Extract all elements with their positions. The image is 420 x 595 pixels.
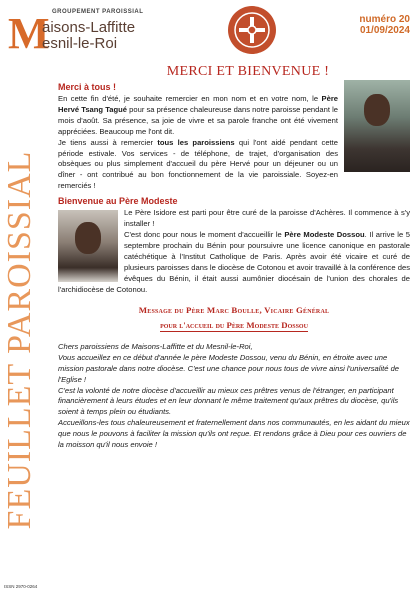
message-title: Message du Père Marc Boulle, Vicaire Général xyxy=(138,305,330,316)
section-heading-welcome: Bienvenue au Père Modeste xyxy=(58,196,178,207)
message-subtitle-wrap xyxy=(58,315,410,342)
logo-letter: M xyxy=(8,9,50,58)
issn-label: ISSN 2970-0264 xyxy=(4,584,38,589)
group-label: GROUPEMENT PAROISSIAL xyxy=(52,9,144,15)
message-subtitle: pour l'accueil du Père Modeste Dossou xyxy=(160,320,308,331)
priest-name-herve: Père Hervé Tsang Tagué xyxy=(58,94,338,114)
message-paragraph-1: Vous accueillez en ce début d'année le père Modeste Dossou, venu du Bénin, en étroite avec une mission pastorale dans notre diocèse. C'est une chance pour nous tous de vivre ainsi l'universalité de l'Eglise ! xyxy=(58,353,400,384)
masthead xyxy=(0,0,420,60)
issue-date: 01/09/2024 xyxy=(359,25,410,36)
portrait-face xyxy=(364,94,390,126)
text-run: Je tiens aussi à remercier xyxy=(58,137,158,147)
welcome-paragraph-1: Le Père Isidore est parti pour être curé de la paroisse d'Achères. Il commence à s'y installer ! xyxy=(124,208,410,229)
portrait-face xyxy=(75,222,101,254)
section-heading-thanks: Merci à tous ! xyxy=(58,82,117,92)
text-run: C'est donc pour nous le moment d'accueillir le xyxy=(124,229,285,239)
cross-emblem-icon xyxy=(228,6,276,54)
issue-info xyxy=(359,14,410,36)
message-salutation: Chers paroissiens de Maisons-Laffitte et du Mesnil-le-Roi, xyxy=(58,342,253,352)
parishioners-emphasis: tous les paroissiens xyxy=(157,137,235,147)
parish-name-line2: esnil-le-Roi xyxy=(42,35,118,52)
message-paragraph-3: Accueillons-les tous chaleureusement et fraternellement dans nos communautés, en les aidant du mieux que nous le pouvons à faciliter la mission qu'ils ont reçue. Et rendons grâce à Dieu pour ces ouvriers de la moisson qu'il nous envoie ! xyxy=(58,417,410,449)
issue-number: numéro 20 xyxy=(359,14,410,25)
priest-name-modeste: Père Modeste Dossou xyxy=(284,229,365,239)
parish-name-line1: aisons-Laffitte xyxy=(42,19,136,36)
page-title: MERCI ET BIENVENUE ! xyxy=(166,64,330,79)
vertical-publication-title: FEUILLET PAROISSIAL xyxy=(1,150,38,530)
priest-photo-modeste xyxy=(58,210,118,282)
message-paragraph-2: C'est la volonté de notre diocèse d'accueillir au mieux ces prêtres venus de l'étranger, en participant financièrement à leurs études et en leur donnant le même traitement qu'aux prêtres du diocèse, qu'ils soient à temps plein ou étudiants. xyxy=(58,385,399,417)
text-run: qui l'ont aidé pendant cette période estivale. Vos services - de téléphone, de trajet, d'organisation des obsèques ou plus simplement d'accueil du père Hervé pour un déjeuner ou un dîner - ont contribué au bon fonctionnement de la vie paroissiale. Soyez-en remerciés ! xyxy=(58,137,338,191)
priest-photo-herve xyxy=(344,80,410,172)
parish-logo xyxy=(6,6,226,56)
text-run: . Il arrive le 5 septembre prochain du Bénin pour poursuivre une licence canonique en pastorale catéchétique à l'Institut Catholique de Paris. Après avoir été vicaire et curé de plusieurs paroisses dans le diocèse de Cotonou et avoir travaillé à la conférence des évêques du Bénin, il était aussi aumônier diocésain de l'union des chorales de l'archidiocèse de Cotonou. xyxy=(58,229,411,294)
text-run: pour sa présence chaleureuse dans notre paroisse pendant le mois d'août. Sa présence, sa joie de vivre et sa parole franche ont été vivement appréciées. Beaucoup me l'ont dit. xyxy=(58,104,338,136)
text-run: En cette fin d'été, je souhaite remercier en mon nom et en votre nom, le xyxy=(58,94,322,103)
article-body xyxy=(58,60,410,450)
